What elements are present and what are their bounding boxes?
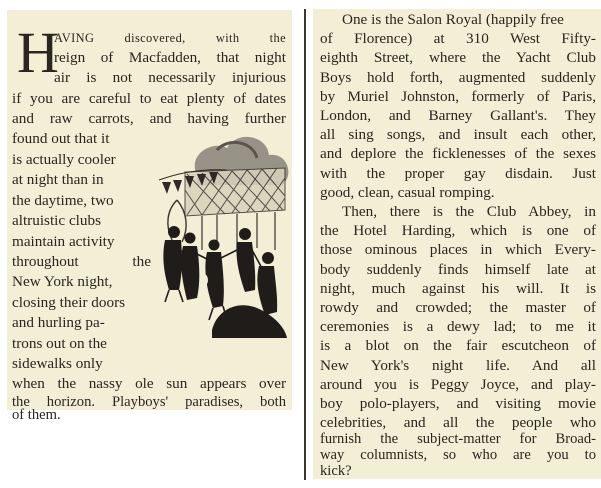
text-line: found out that it bbox=[12, 130, 110, 147]
text-line: and deplore the ficklenesses of the sexes bbox=[320, 145, 596, 163]
text-line: ceremonies is a dewy lad; to me it bbox=[320, 318, 596, 336]
text-line: rowdy and crowded; the master of bbox=[320, 299, 596, 316]
drop-cap: H bbox=[17, 20, 59, 85]
text-line: by Muriel Johnston, formerly of Paris, bbox=[320, 87, 596, 105]
text-line: boy polo-players, and visiting movie bbox=[320, 395, 596, 412]
text-line: the Hotel Harding, which is one of bbox=[320, 222, 596, 240]
right-column bbox=[313, 9, 601, 479]
text-line: London, and Barney Gallant's. They bbox=[320, 107, 596, 124]
text-line: Boys hold forth, augmented suddenly bbox=[320, 68, 596, 86]
text-line: celebrities, and all the people who bbox=[320, 414, 596, 432]
text-line: around you is Peggy Joyce, and play- bbox=[320, 375, 596, 393]
text-line: One is the Salon Royal (happily free bbox=[342, 11, 564, 28]
text-line: altruistic clubs bbox=[12, 212, 101, 229]
left-column bbox=[7, 10, 292, 423]
text-line: kick? bbox=[320, 463, 352, 479]
text-line: night, much against his will. It is bbox=[320, 279, 596, 297]
text-line: New York night, bbox=[12, 273, 113, 290]
text-line: and hurling pa- bbox=[12, 314, 105, 331]
text-line: way columnists, so who are you to bbox=[320, 447, 596, 463]
text-line: is a blot on the fair escutcheon of bbox=[320, 337, 596, 355]
text-line: reign of Macfadden, that night bbox=[54, 49, 286, 66]
text-line: when the nassy ole sun appears over bbox=[12, 375, 286, 392]
text-line: of them. bbox=[12, 407, 61, 423]
text-line: throughout the bbox=[12, 253, 151, 270]
text-line: sidewalks only bbox=[12, 355, 103, 372]
text-line: and raw carrots, and having further bbox=[12, 110, 286, 127]
text-line: with the proper gay disdain. Just bbox=[320, 164, 596, 182]
text-line: air is not necessarily injurious bbox=[54, 69, 286, 86]
text-line: Then, there is the Club Abbey, in bbox=[342, 203, 596, 220]
text-line: is actually cooler bbox=[12, 151, 116, 168]
text-line: closing their doors bbox=[12, 294, 126, 311]
text-line: of Florence) at 310 West Fifty- bbox=[320, 30, 596, 48]
text-line: those ominous places in which Every- bbox=[320, 241, 596, 259]
dancers-illustration bbox=[157, 130, 292, 338]
text-line: good, clean, casual romping. bbox=[320, 183, 495, 201]
text-line: eighth Street, where the Yacht Club bbox=[320, 49, 596, 67]
text-line: at night than in bbox=[12, 171, 104, 188]
text-line: all sing songs, and insult each other, bbox=[320, 126, 596, 144]
text-line: the horizon. Playboys' paradises, both bbox=[12, 394, 286, 410]
text-line: AVING discovered, with the bbox=[54, 31, 286, 45]
text-line: the daytime, two bbox=[12, 192, 114, 209]
text-line: if you are careful to eat plenty of dates bbox=[12, 90, 286, 107]
text-line: body suddenly finds himself late at bbox=[320, 260, 596, 278]
column-divider bbox=[304, 9, 306, 480]
text-line: New York's night life. And all bbox=[320, 356, 596, 374]
text-line: trons out on the bbox=[12, 335, 107, 352]
text-line: furnish the subject-matter for Broad- bbox=[320, 431, 596, 447]
text-line: maintain activity bbox=[12, 233, 115, 250]
